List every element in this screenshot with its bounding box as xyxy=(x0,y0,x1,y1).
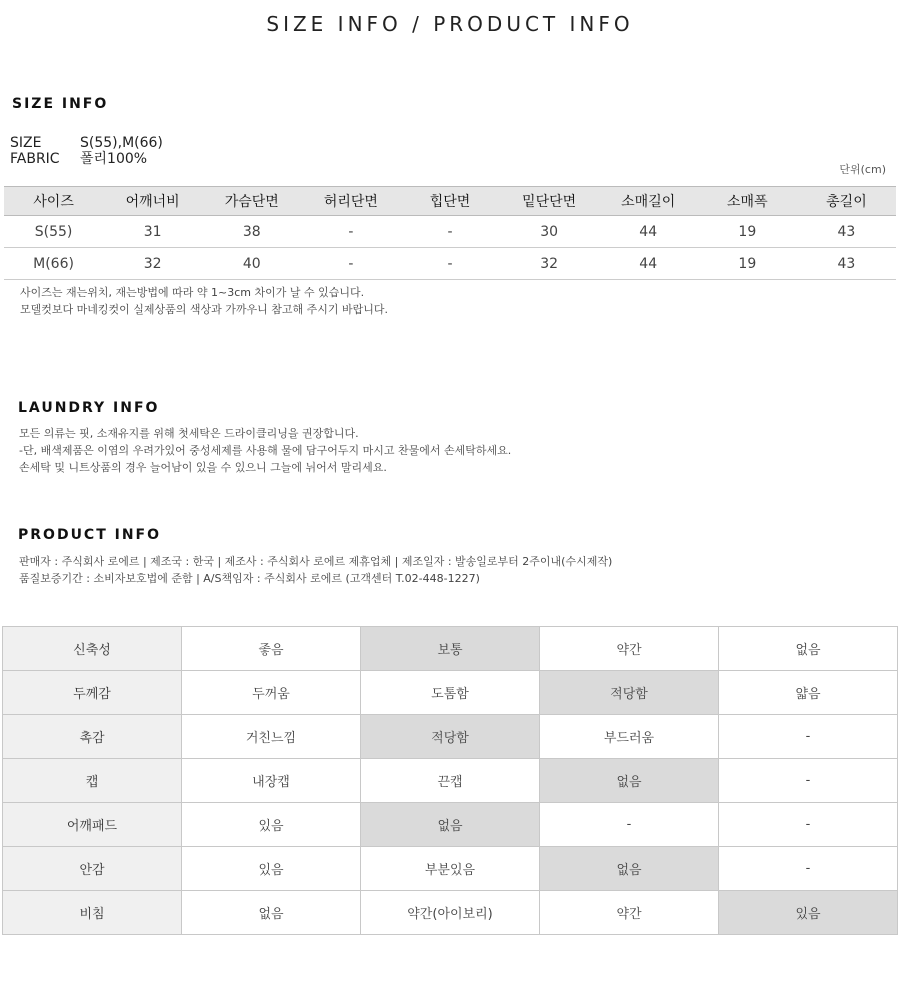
property-option: 도톰함 xyxy=(361,671,540,715)
property-label: 촉감 xyxy=(3,715,182,759)
size-cell: - xyxy=(400,216,499,248)
fabric-spec-row xyxy=(10,151,147,167)
property-option: - xyxy=(719,759,898,803)
product-note-line: 판매자 : 주식회사 로에르 | 제조국 : 한국 | 제조사 : 주식회사 로에르 제휴업체 | 제조일자 : 발송일로부터 2주이내(수시제작) xyxy=(19,555,613,568)
property-option: 끈캡 xyxy=(361,759,540,803)
property-option: 얇음 xyxy=(719,671,898,715)
property-option: 없음 xyxy=(182,891,361,935)
property-option: 있음 xyxy=(719,891,898,935)
property-option: - xyxy=(719,847,898,891)
size-cell: - xyxy=(301,248,400,280)
size-table-header xyxy=(4,187,896,216)
size-cell: 30 xyxy=(500,216,599,248)
property-label: 어깨패드 xyxy=(3,803,182,847)
property-label: 비침 xyxy=(3,891,182,935)
property-option: 없음 xyxy=(540,847,719,891)
property-option: - xyxy=(719,715,898,759)
size-cell: S(55) xyxy=(4,216,103,248)
property-option: 없음 xyxy=(719,627,898,671)
size-header-cell: 가슴단면 xyxy=(202,187,301,216)
laundry-note-line: -단, 배색제품은 이염의 우려가있어 중성세제를 사용해 물에 담구어두지 마시고 찬물에서 손세탁하세요. xyxy=(19,444,512,457)
property-row xyxy=(3,803,898,847)
property-option: - xyxy=(540,803,719,847)
table-row xyxy=(4,248,896,280)
property-row xyxy=(3,891,898,935)
size-cell: - xyxy=(400,248,499,280)
size-cell: - xyxy=(301,216,400,248)
size-label: SIZE xyxy=(10,135,42,151)
property-label: 안감 xyxy=(3,847,182,891)
fabric-label: FABRIC xyxy=(10,151,60,167)
property-row xyxy=(3,847,898,891)
size-cell: 43 xyxy=(797,248,896,280)
size-cell: 43 xyxy=(797,216,896,248)
laundry-note-line: 모든 의류는 핏, 소재유지를 위해 첫세탁은 드라이클리닝을 권장합니다. xyxy=(19,427,359,440)
product-info-heading: PRODUCT INFO xyxy=(18,527,162,543)
size-cell: 40 xyxy=(202,248,301,280)
property-option: 있음 xyxy=(182,803,361,847)
property-option: 없음 xyxy=(361,803,540,847)
property-option: 두꺼움 xyxy=(182,671,361,715)
size-cell: 44 xyxy=(599,216,698,248)
size-cell: 32 xyxy=(103,248,202,280)
property-row xyxy=(3,627,898,671)
fabric-value: 폴리100% xyxy=(80,151,148,167)
property-option: 보통 xyxy=(361,627,540,671)
property-option: 거친느낌 xyxy=(182,715,361,759)
property-option: 적당함 xyxy=(540,671,719,715)
size-cell: 32 xyxy=(500,248,599,280)
size-header-cell: 소매폭 xyxy=(698,187,797,216)
size-header-cell: 총길이 xyxy=(797,187,896,216)
product-note-line: 품질보증기간 : 소비자보호법에 준함 | A/S책임자 : 주식회사 로에르 (고객센터 T.02-448-1227) xyxy=(19,572,480,585)
product-notes xyxy=(19,553,612,587)
size-header-cell: 밑단단면 xyxy=(500,187,599,216)
size-cell: 38 xyxy=(202,216,301,248)
property-option: 약간 xyxy=(540,627,719,671)
property-row xyxy=(3,671,898,715)
laundry-notes xyxy=(19,425,511,476)
property-row xyxy=(3,759,898,803)
size-header-cell: 사이즈 xyxy=(4,187,103,216)
property-option: 있음 xyxy=(182,847,361,891)
size-header-cell: 어깨너비 xyxy=(103,187,202,216)
page-title: SIZE INFO / PRODUCT INFO xyxy=(266,12,634,36)
property-label: 신축성 xyxy=(3,627,182,671)
table-row xyxy=(4,216,896,248)
property-label: 캡 xyxy=(3,759,182,803)
size-cell: 44 xyxy=(599,248,698,280)
size-header-cell: 소매길이 xyxy=(599,187,698,216)
unit-label: 단위(cm) xyxy=(839,163,886,176)
property-label: 두께감 xyxy=(3,671,182,715)
property-option: 부분있음 xyxy=(361,847,540,891)
property-option: 약간(아이보리) xyxy=(361,891,540,935)
size-cell: 19 xyxy=(698,216,797,248)
size-header-cell: 힙단면 xyxy=(400,187,499,216)
size-cell: 31 xyxy=(103,216,202,248)
property-option: 부드러움 xyxy=(540,715,719,759)
size-note-line: 모델컷보다 마네킹컷이 실제상품의 색상과 가까우니 참고해 주시기 바랍니다. xyxy=(20,303,389,316)
product-properties-table xyxy=(2,626,898,935)
property-option: - xyxy=(719,803,898,847)
size-cell: 19 xyxy=(698,248,797,280)
property-option: 없음 xyxy=(540,759,719,803)
size-cell: M(66) xyxy=(4,248,103,280)
laundry-note-line: 손세탁 및 니트상품의 경우 늘어남이 있을 수 있으니 그늘에 뉘어서 말리세요. xyxy=(19,461,387,474)
property-option: 적당함 xyxy=(361,715,540,759)
property-option: 좋음 xyxy=(182,627,361,671)
property-option: 내장캡 xyxy=(182,759,361,803)
size-table xyxy=(4,186,896,280)
size-header-cell: 허리단면 xyxy=(301,187,400,216)
size-note-line: 사이즈는 재는위치, 재는방법에 따라 약 1~3cm 차이가 날 수 있습니다. xyxy=(20,286,365,299)
laundry-info-heading: LAUNDRY INFO xyxy=(18,400,160,416)
property-row xyxy=(3,715,898,759)
size-value: S(55),M(66) xyxy=(80,135,163,151)
size-info-heading: SIZE INFO xyxy=(12,96,109,112)
property-option: 약간 xyxy=(540,891,719,935)
size-notes xyxy=(20,284,388,318)
size-spec-row xyxy=(10,135,163,151)
